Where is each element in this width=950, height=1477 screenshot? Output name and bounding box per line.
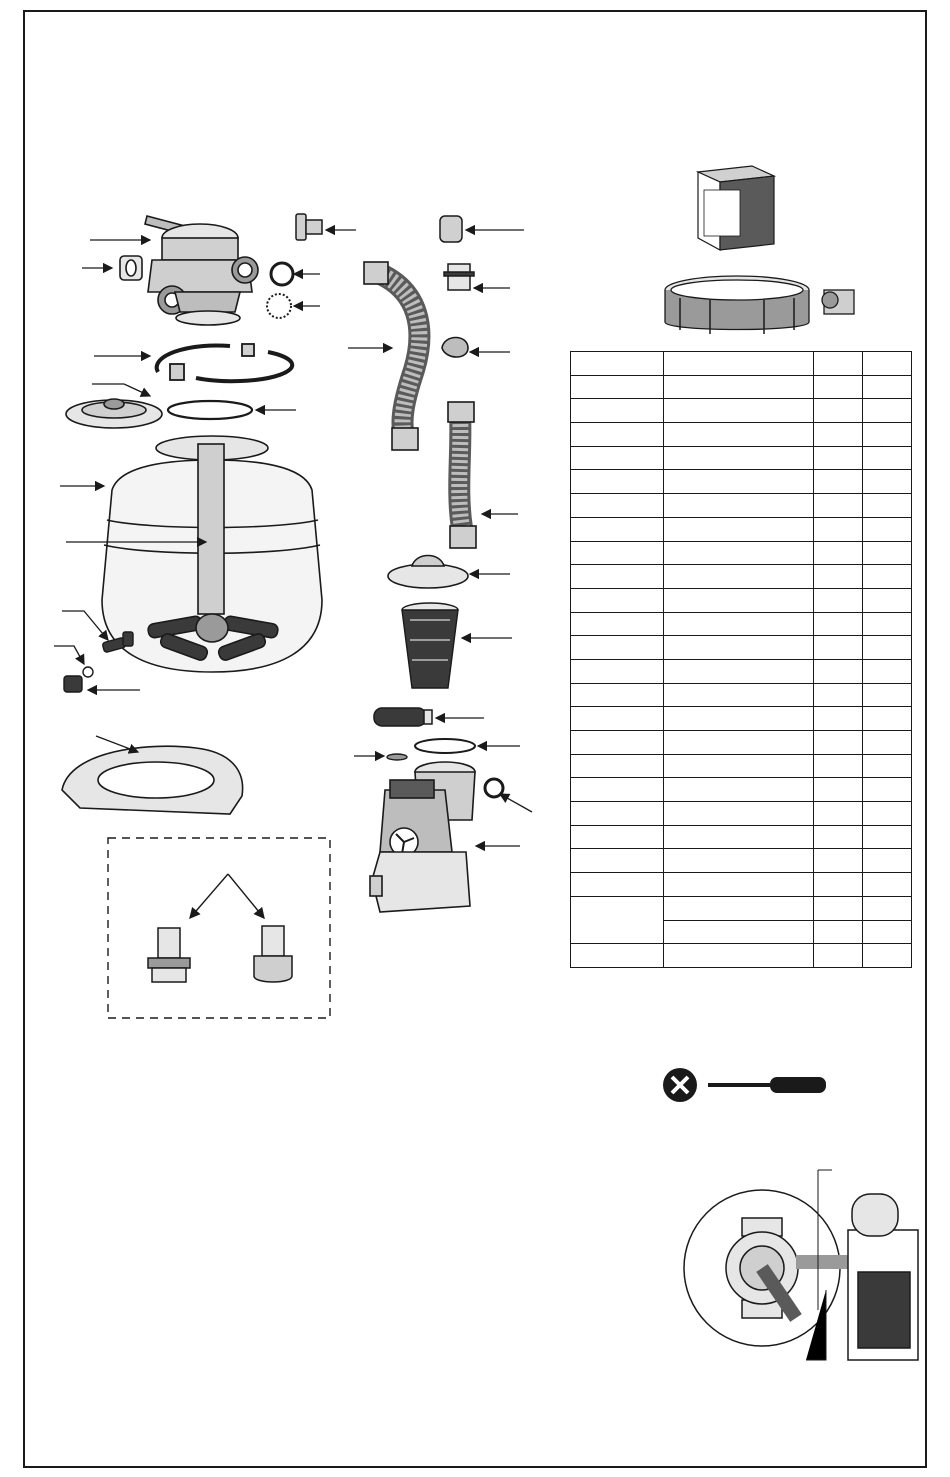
- table-cell: [862, 778, 911, 802]
- installation-detail-drawing: [684, 1170, 918, 1360]
- table-row: [571, 944, 912, 968]
- table-cell: [862, 707, 911, 731]
- frame-pool-icon: [665, 276, 854, 334]
- package-box-icon: [698, 166, 774, 250]
- table-cell: [664, 375, 813, 399]
- short-hose-drawing: [448, 402, 476, 548]
- table-cell: [813, 612, 862, 636]
- table-header-cell: [571, 352, 664, 376]
- table-cell: [813, 707, 862, 731]
- table-cell: [571, 778, 664, 802]
- table-cell: [664, 659, 813, 683]
- table-cell: [571, 541, 664, 565]
- table-cell: [571, 754, 664, 778]
- table-cell: [813, 588, 862, 612]
- table-cell: [571, 683, 664, 707]
- table-cell: [862, 944, 911, 968]
- table-cell: [571, 825, 664, 849]
- table-cell: [813, 873, 862, 897]
- table-cell: [813, 446, 862, 470]
- table-cell: [813, 896, 862, 920]
- table-cell: [862, 375, 911, 399]
- table-cell: [813, 541, 862, 565]
- hose-adapter-a-drawing: [148, 928, 190, 982]
- tank-lid-drawing: [66, 399, 162, 428]
- table-cell: [664, 896, 813, 920]
- table-cell: [813, 802, 862, 826]
- table-row: [571, 849, 912, 873]
- flange-clamp-drawing: [157, 344, 293, 381]
- hose-adapter-b-drawing: [254, 926, 292, 982]
- no-screwdriver-icon: [663, 1068, 826, 1102]
- table-cell: [862, 612, 911, 636]
- table-cell: [813, 517, 862, 541]
- table-row: [571, 517, 912, 541]
- tank-base-drawing: [62, 746, 243, 814]
- table-row: [571, 731, 912, 755]
- valve-cap-drawing: [120, 256, 142, 280]
- table-row: [571, 612, 912, 636]
- table-cell: [813, 636, 862, 660]
- table-row: [571, 896, 912, 920]
- pump-hose-adapter-drawing: [374, 708, 432, 726]
- table-cell: [862, 896, 911, 920]
- table-cell: [813, 494, 862, 518]
- table-cell: [813, 825, 862, 849]
- table-cell: [664, 944, 813, 968]
- table-row: [571, 873, 912, 897]
- table-cell: [813, 944, 862, 968]
- table-cell: [664, 802, 813, 826]
- table-cell: [813, 423, 862, 447]
- strainer-cap-drawing: [296, 214, 322, 240]
- table-cell: [813, 731, 862, 755]
- table-cell: [571, 494, 664, 518]
- table-header-cell: [664, 352, 813, 376]
- hose-connector-drawing: [444, 264, 474, 290]
- table-cell: [571, 731, 664, 755]
- table-cell: [571, 802, 664, 826]
- table-cell: [571, 588, 664, 612]
- table-cell: [813, 754, 862, 778]
- table-cell: [664, 778, 813, 802]
- hose-nut-drawing: [440, 216, 462, 242]
- tank-o-ring-drawing: [168, 401, 252, 419]
- pump-lid-drawing: [388, 556, 468, 589]
- table-cell: [664, 707, 813, 731]
- table-cell: [862, 659, 911, 683]
- table-cell: [571, 636, 664, 660]
- table-cell: [813, 683, 862, 707]
- table-cell: [664, 541, 813, 565]
- table-cell: [571, 565, 664, 589]
- table-cell: [862, 802, 911, 826]
- table-cell: [664, 731, 813, 755]
- table-row: [571, 636, 912, 660]
- table-cell: [664, 517, 813, 541]
- strainer-basket-drawing: [402, 603, 458, 688]
- table-cell: [664, 636, 813, 660]
- table-row: [571, 423, 912, 447]
- long-hose-drawing: [364, 262, 419, 450]
- table-row: [571, 541, 912, 565]
- table-cell: [862, 517, 911, 541]
- table-cell: [813, 778, 862, 802]
- table-cell: [862, 446, 911, 470]
- table-header-cell: [813, 352, 862, 376]
- table-row: [571, 825, 912, 849]
- drain-plug-drawing: [64, 632, 133, 692]
- table-cell: [571, 470, 664, 494]
- table-row: [571, 707, 912, 731]
- table-row: [571, 470, 912, 494]
- table-row: [571, 659, 912, 683]
- table-cell: [571, 517, 664, 541]
- table-cell: [862, 399, 911, 423]
- table-cell: [813, 565, 862, 589]
- table-cell-merged: [571, 896, 664, 943]
- table-cell: [813, 399, 862, 423]
- table-cell: [862, 683, 911, 707]
- table-cell: [862, 636, 911, 660]
- table-header-cell: [862, 352, 911, 376]
- table-cell: [664, 754, 813, 778]
- optional-fittings-box: [108, 838, 330, 1018]
- table-cell: [664, 470, 813, 494]
- pump-motor-drawing: [370, 762, 475, 912]
- parts-list-table: [570, 351, 912, 968]
- table-cell: [862, 541, 911, 565]
- table-row: [571, 778, 912, 802]
- table-cell: [571, 423, 664, 447]
- table-cell: [813, 470, 862, 494]
- table-cell: [862, 470, 911, 494]
- table-cell: [571, 375, 664, 399]
- filter-tank-drawing: [102, 436, 322, 672]
- table-cell: [571, 707, 664, 731]
- table-cell: [813, 920, 862, 944]
- table-cell: [664, 825, 813, 849]
- table-cell: [571, 944, 664, 968]
- table-cell: [862, 588, 911, 612]
- table-row: [571, 399, 912, 423]
- table-cell: [664, 399, 813, 423]
- table-cell: [813, 375, 862, 399]
- table-cell: [571, 399, 664, 423]
- table-cell: [664, 423, 813, 447]
- table-cell: [571, 446, 664, 470]
- table-cell: [664, 920, 813, 944]
- small-o-ring-drawing: [387, 754, 407, 760]
- o-ring-small-drawing: [267, 263, 293, 318]
- table-row: [571, 494, 912, 518]
- table-cell: [862, 849, 911, 873]
- table-row: [571, 565, 912, 589]
- table-row: [571, 683, 912, 707]
- table-row: [571, 375, 912, 399]
- table-cell: [664, 873, 813, 897]
- table-cell: [862, 494, 911, 518]
- table-cell: [813, 849, 862, 873]
- table-cell: [664, 588, 813, 612]
- table-cell: [862, 423, 911, 447]
- table-cell: [571, 849, 664, 873]
- table-row: [571, 446, 912, 470]
- table-cell: [813, 659, 862, 683]
- table-cell: [571, 612, 664, 636]
- table-cell: [664, 446, 813, 470]
- table-cell: [664, 849, 813, 873]
- table-header-row: [571, 352, 912, 376]
- hose-clamp-drawing: [442, 338, 468, 358]
- table-cell: [664, 565, 813, 589]
- table-cell: [664, 612, 813, 636]
- table-cell: [571, 659, 664, 683]
- table-cell: [862, 565, 911, 589]
- table-cell: [862, 920, 911, 944]
- table-cell: [862, 825, 911, 849]
- table-cell: [862, 873, 911, 897]
- table-cell: [862, 731, 911, 755]
- table-cell: [664, 494, 813, 518]
- table-row: [571, 588, 912, 612]
- table-cell: [862, 754, 911, 778]
- table-cell: [571, 873, 664, 897]
- multiport-valve-drawing: [145, 216, 258, 325]
- table-cell: [664, 683, 813, 707]
- table-row: [571, 802, 912, 826]
- pump-o-ring-drawing: [415, 739, 475, 753]
- table-row: [571, 754, 912, 778]
